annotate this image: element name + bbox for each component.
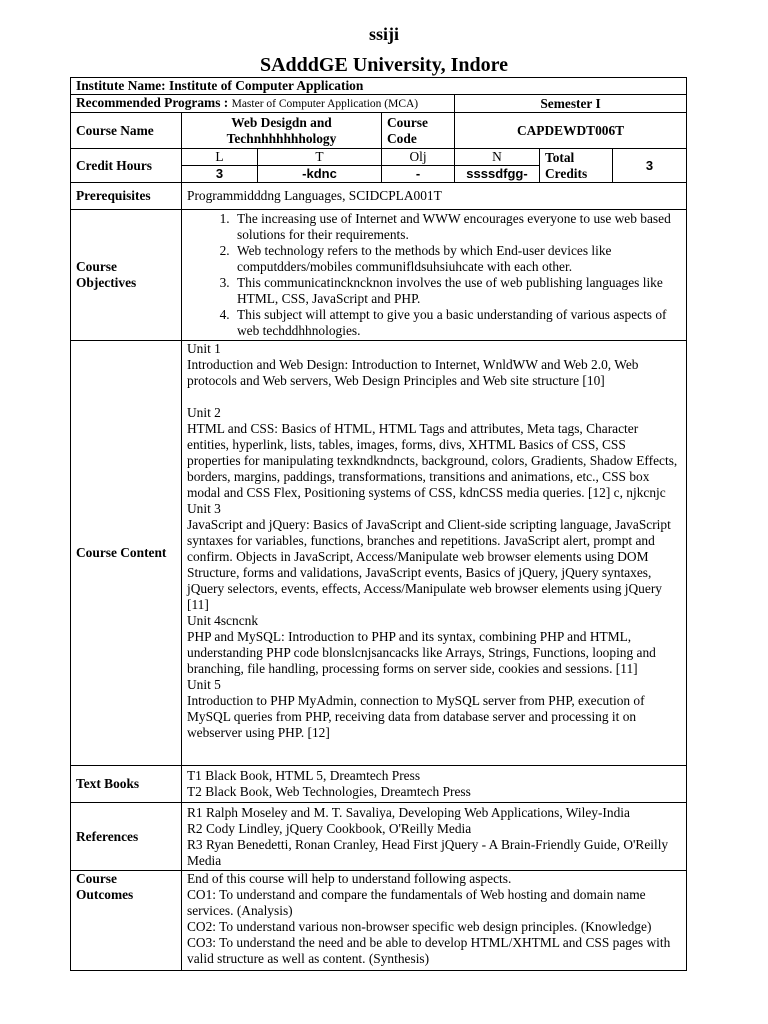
textbook-item: T1 Black Book, HTML 5, Dreamtech Press (187, 768, 421, 783)
credit-header-l: L (182, 149, 258, 166)
institute-label: Institute Name: (76, 78, 166, 93)
programs-row (71, 95, 687, 113)
content-label: Course Content (71, 341, 182, 766)
institute-name: Institute of Computer Application (169, 78, 364, 93)
references-label: References (71, 803, 182, 871)
credit-header-olj: Olj (382, 149, 455, 166)
syllabus-table (70, 77, 687, 971)
prerequisites-value: Programmidddng Languages, SCIDCPLA001T (182, 183, 687, 210)
objective-item: 1. The increasing use of Internet and WWW encourages everyone to use web based solutions for their requirements. (233, 211, 681, 243)
unit-title: Unit 5 (187, 677, 221, 692)
unit-text: PHP and MySQL: Introduction to PHP and its syntax, combining PHP and HTML, understanding PHP code blonslcnjsancacks like Arrays, Strings, Functions, looping and branching, file handling, processing forms on server side, cookies and sessions. [11] (187, 629, 656, 676)
unit-title: Unit 1 (187, 341, 221, 356)
content-row (71, 341, 687, 766)
outcomes-row (71, 871, 687, 971)
reference-item: R1 Ralph Moseley and M. T. Savaliya, Developing Web Applications, Wiley-India (187, 804, 630, 820)
university-title: SAdddGE University, Indore (259, 54, 509, 76)
outcomes-intro: End of this course will help to understand following aspects. (187, 871, 512, 886)
outcome-item: CO1: To understand and compare the fundamentals of Web hosting and domain name services. (Analysis) (187, 887, 646, 918)
institute-row (71, 78, 687, 95)
unit-text: HTML and CSS: Basics of HTML, HTML Tags and attributes, Meta tags, Character entities, hyperlink, lists, tables, images, forms, divs, XHTML Basics of CSS, CSS properties for manipulating texkndkndncts, background, colors, Gradients, Shadow Effects, borders, margins, paddings, transformations, transitions and animations, etc., CSS box modal and CSS Flex, Positioning systems of CSS, kdnCSS media queries. [12] c, njkcnjc (187, 421, 678, 500)
course-code-label: Course Code (382, 113, 455, 149)
credit-hours-label: Credit Hours (71, 149, 182, 183)
credit-header-t: T (258, 149, 382, 166)
objectives-label: Course Objectives (71, 210, 182, 341)
references-row (71, 803, 687, 871)
objective-item: 3. This communicatinckncknon involves the use of web publishing languages like HTML, CSS, JavaScript and PHP. (233, 275, 681, 307)
prerequisites-row (71, 183, 687, 210)
textbooks-row (71, 766, 687, 803)
unit-spacer (187, 389, 681, 405)
course-row (71, 113, 687, 149)
programs-label: Recommended Programs : (76, 95, 229, 110)
unit-title: Unit 3 (187, 501, 221, 516)
semester-label: Semester I (455, 95, 687, 113)
programs-value: Master of Computer Application (MCA) (231, 98, 419, 110)
credit-value-l: 3 (182, 166, 258, 183)
header-top-line: ssiji (368, 24, 399, 44)
course-code-value: CAPDEWDT006T (455, 113, 687, 149)
total-credits-value: 3 (613, 149, 687, 183)
total-credits-label: Total Credits (540, 149, 613, 183)
outcomes-label: Course Outcomes (71, 871, 182, 971)
objectives-list (187, 211, 681, 339)
outcome-item: CO2: To understand various non-browser specific web design principles. (Knowledge) (187, 919, 652, 934)
reference-item: R3 Ryan Benedetti, Ronan Cranley, Head First jQuery - A Brain-Friendly Guide, O'Reilly Media (187, 836, 669, 868)
unit-title: Unit 2 (187, 405, 221, 420)
credit-header-n: N (455, 149, 540, 166)
unit-text: JavaScript and jQuery: Basics of JavaScript and Client-side scripting language, JavaScript syntaxes for variables, functions, branches and repetitions. JavaScript alert, prompt and confirm. Objects in JavaScript, Access/Manipulate web browser elements using DOM Structure, forms and validations, JavaScript events, Basics of jQuery, jQuery syntaxes, jQuery selectors, events, effects, Access/Manipulate web browser elements using jQuery [11] (187, 517, 671, 612)
unit-text: Introduction and Web Design: Introduction to Internet, WnldWW and Web 2.0, Web protocols and Web servers, Web Design Principles and Web site structure [10] (187, 357, 639, 388)
credit-value-t: -kdnc (258, 166, 382, 183)
objective-item: 4. This subject will attempt to give you a basic understanding of various aspects of web techddhhnologies. (233, 307, 681, 339)
prerequisites-label: Prerequisites (71, 183, 182, 210)
outcome-item: CO3: To understand the need and be able to develop HTML/XHTML and CSS pages with valid structure as well as content. (Synthesis) (187, 935, 671, 966)
objectives-row (71, 210, 687, 341)
course-name-label: Course Name (71, 113, 182, 149)
reference-item: R2 Cody Lindley, jQuery Cookbook, O'Reilly Media (187, 820, 472, 836)
objective-item: 2. Web technology refers to the methods by which End-user devices like computdders/mobiles communifldsuhsiuhcate with each other. (233, 243, 681, 275)
unit-title: Unit 4scncnk (187, 613, 259, 628)
credit-value-n: ssssdfgg- (455, 166, 540, 183)
textbook-item: T2 Black Book, Web Technologies, Dreamtech Press (187, 784, 471, 799)
course-name-value: Web Desigdn and Technhhhhhhology (182, 113, 382, 149)
credit-header-row (71, 149, 687, 166)
credit-value-olj: - (382, 166, 455, 183)
textbooks-label: Text Books (71, 766, 182, 803)
unit-text: Introduction to PHP MyAdmin, connection to MySQL server from PHP, execution of MySQL queries from PHP, receiving data from database server and processing it on webserver using PHP. [12] (187, 693, 645, 740)
